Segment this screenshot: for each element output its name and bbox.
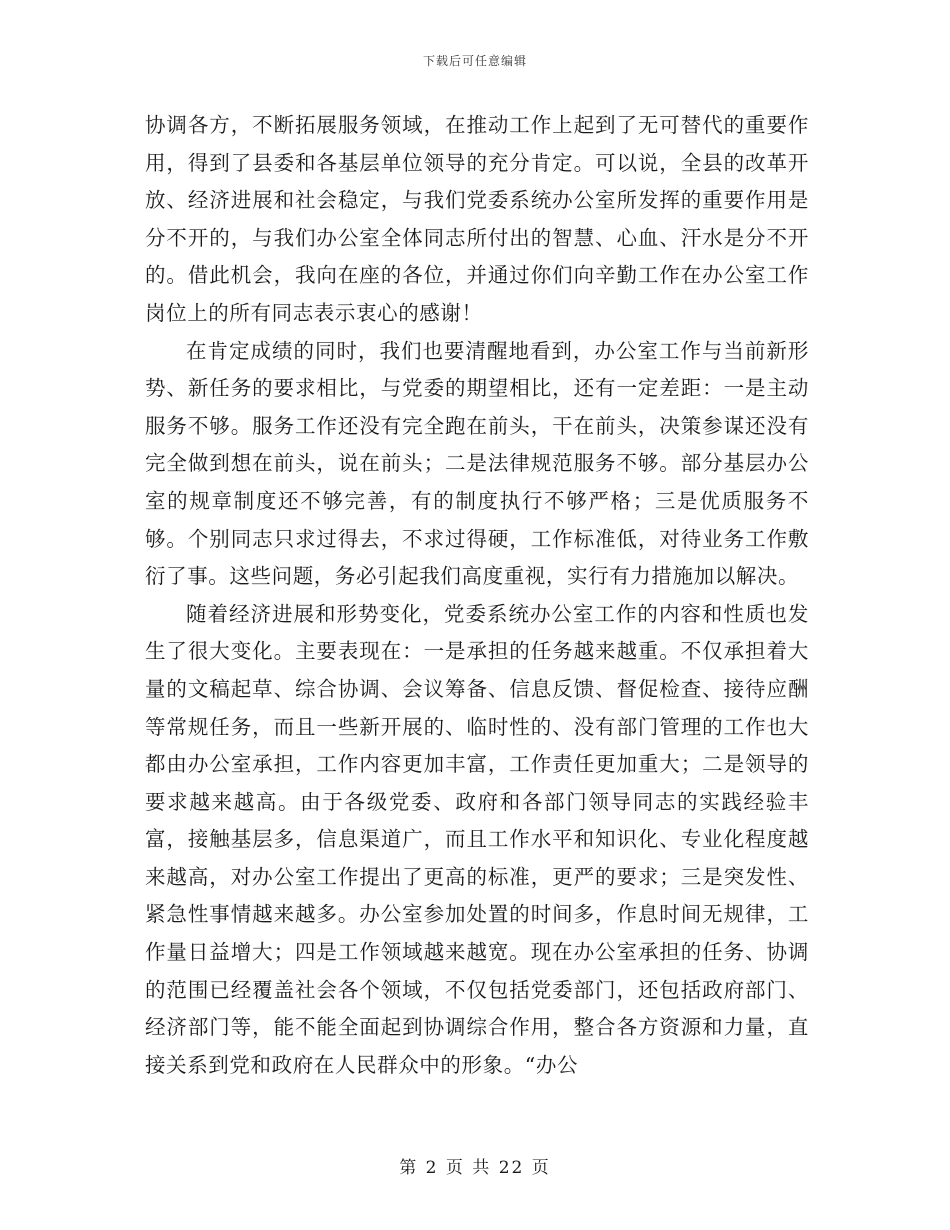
page-number-footer: 第 2 页 共 22 页	[399, 1158, 551, 1178]
paragraph-2: 在肯定成绩的同时，我们也要清醒地看到，办公室工作与当前新形势、新任务的要求相比，与党委的期望相比，还有一定差距：一是主动服务不够。服务工作还没有完全跑在前头，干在前头，决策参谋还没有完全做到想在前头，说在前头；二是法律规范服务不够。部分基层办公室的规章制度还不够完善，有的制度执行不够严格；三是优质服务不够。个别同志只求过得去，不求过得硬，工作标准低，对待业务工作敷衍了事。这些问题，务必引起我们高度重视，实行有力措施加以解决。	[145, 338, 809, 589]
paragraph-3: 随着经济进展和形势变化，党委系统办公室工作的内容和性质也发生了很大变化。主要表现在：一是承担的任务越来越重。不仅承担着大量的文稿起草、综合协调、会议筹备、信息反馈、督促检查、接待应酬等常规任务，而且一些新开展的、临时性的、没有部门管理的工作也大都由办公室承担，工作内容更加丰富，工作责任更加重大；二是领导的要求越来越高。由于各级党委、政府和各部门领导同志的实践经验丰富，接触基层多，信息渠道广，而且工作水平和知识化、专业化程度越来越高，对办公室工作提出了更高的标准，更严的要求；三是突发性、紧急性事情越来越多。办公室参加处置的时间多，作息时间无规律，工作量日益增大；四是工作领域越来越宽。现在办公室承担的任务、协调的范围已经覆盖社会各个领域，不仅包括党委部门，还包括政府部门、经济部门等，能不能全面起到协调综合作用，整合各方资源和力量，直接关系到党和政府在人民群众中的形象。“办公	[145, 601, 809, 1077]
page-header: 下载后可任意编辑	[422, 54, 527, 68]
paragraph-1: 协调各方，不断拓展服务领域，在推动工作上起到了无可替代的重要作用，得到了县委和各基层单位领导的充分肯定。可以说，全县的改革开放、经济进展和社会稳定，与我们党委系统办公室所发挥的重要作用是分不开的，与我们办公室全体同志所付出的智慧、心血、汗水是分不开的。借此机会，我向在座的各位，并通过你们向辛勤工作在办公室工作岗位上的所有同志表示衷心的感谢！	[145, 113, 809, 325]
document-body	[145, 107, 809, 1084]
